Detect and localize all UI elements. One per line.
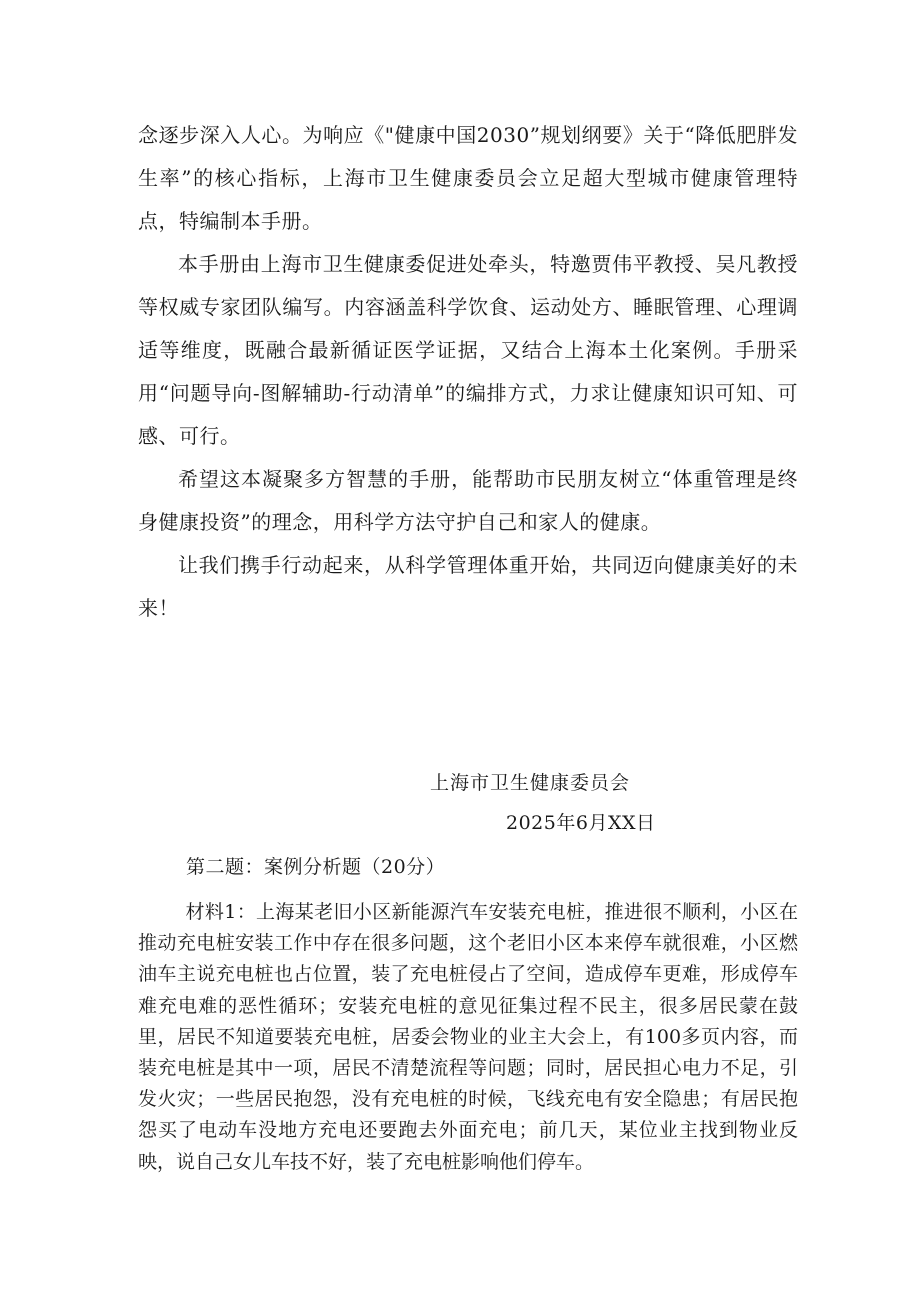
signature-date: 2025年6月XX日 xyxy=(506,812,656,834)
preface-paragraph-3: 希望这本凝聚多方智慧的手册，能帮助市民朋友树立“体重管理是终身健康投资”的理念，用科学方法守护自己和家人的健康。 xyxy=(138,467,798,534)
preface-paragraph-4: 让我们携手行动起来，从科学管理体重开始，共同迈向健康美好的未来！ xyxy=(138,553,798,620)
signature-organization: 上海市卫生健康委员会 xyxy=(430,772,631,794)
question-title: 第二题：案例分析题（20分） xyxy=(186,856,446,878)
preface-paragraph-2: 本手册由上海市卫生健康委促进处牵头，特邀贾伟平教授、吴凡教授等权威专家团队编写。内容涵盖科学饮食、运动处方、睡眠管理、心理调适等维度，既融合最新循证医学证据，又结合上海本土化案例。手册采用“问题导向-图解辅助-行动清单”的编排方式，力求让健康知识可知、可感、可行。 xyxy=(138,252,798,448)
case-material-1: 材料1：上海某老旧小区新能源汽车安装充电桩，推进很不顺利，小区在推动充电桩安装工作中存在很多问题，这个老旧小区本来停车就很难，小区燃油车主说充电桩也占位置，装了充电桩侵占了空间，造成停车更难，形成停车难充电难的恶性循环；安装充电桩的意见征集过程不民主，很多居民蒙在鼓里，居民不知道要装充电桩，居委会物业的业主大会上，有100多页内容，而装充电桩是其中一项，居民不清楚流程等问题；同时，居民担心电力不足，引发火灾；一些居民抱怨，没有充电桩的时候，飞线充电有安全隐患；有居民抱怨买了电动车没地方充电还要跑去外面充电；前几天，某位业主找到物业反映，说自己女儿车技不好，装了充电桩影响他们停车。 xyxy=(138,901,798,1173)
preface-paragraph-1: 念逐步深入人心。为响应《"健康中国2030”规划纲要》关于“降低肥胖发生率”的核心指标，上海市卫生健康委员会立足超大型城市健康管理特点，特编制本手册。 xyxy=(138,123,798,233)
preface-section xyxy=(138,114,798,630)
